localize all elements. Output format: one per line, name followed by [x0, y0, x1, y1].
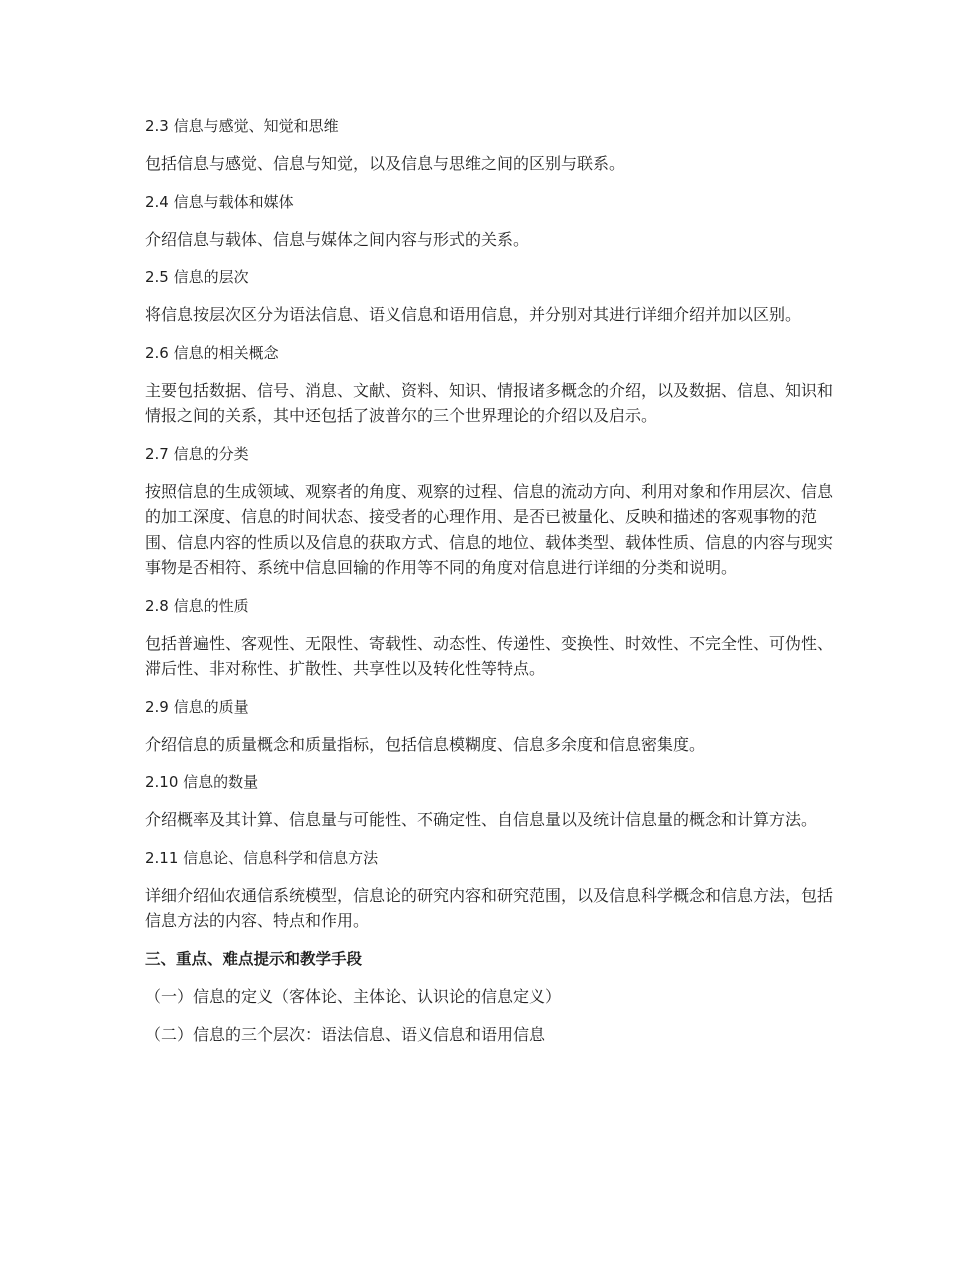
- block-2-7: [145, 441, 840, 581]
- subsection-heading: 2.6 信息的相关概念: [145, 343, 279, 362]
- page-content: [145, 113, 840, 1060]
- subsection-paragraph: 介绍信息与载体、信息与媒体之间内容与形式的关系。: [145, 229, 530, 249]
- subsection-heading: 2.10 信息的数量: [145, 773, 259, 791]
- block-2-4: [145, 189, 840, 253]
- subsection-heading: 2.7 信息的分类: [145, 444, 249, 463]
- subsection-paragraph: 将信息按层次区分为语法信息、语义信息和语用信息，并分别对其进行详细介绍并加以区别。: [145, 305, 802, 324]
- subsection-paragraph: 介绍概率及其计算、信息量与可能性、不确定性、自信息量以及统计信息量的概念和计算方法。: [145, 810, 818, 829]
- block-2-3: [145, 113, 840, 177]
- subsection-heading: 2.8 信息的性质: [145, 596, 249, 615]
- block-2-8: [145, 593, 840, 682]
- subsection-paragraph: 详细介绍仙农通信系统模型，信息论的研究内容和研究范围，以及信息科学概念和信息方法，包括信息方法的内容、特点和作用。: [145, 885, 834, 930]
- subsection-heading: 2.5 信息的层次: [145, 268, 249, 286]
- block-2-10: [145, 769, 840, 833]
- section-title: 三、重点、难点提示和教学手段: [145, 949, 363, 968]
- subsection-paragraph: 包括信息与感觉、信息与知觉，以及信息与思维之间的区别与联系。: [145, 154, 626, 173]
- subsection-paragraph: 主要包括数据、信号、消息、文献、资料、知识、情报诸多概念的介绍，以及数据、信息、知识和情报之间的关系，其中还包括了波普尔的三个世界理论的介绍以及启示。: [145, 380, 834, 425]
- subsection-heading: 2.9 信息的质量: [145, 697, 249, 716]
- key-point-item: （一）信息的定义（客体论、主体论、认识论的信息定义）: [145, 986, 562, 1006]
- subsection-heading: 2.11 信息论、信息科学和信息方法: [145, 848, 379, 867]
- block-2-9: [145, 694, 840, 758]
- block-2-6: [145, 340, 840, 429]
- key-point-item: （二）信息的三个层次：语法信息、语义信息和语用信息: [145, 1024, 546, 1044]
- subsection-paragraph: 包括普遍性、客观性、无限性、寄载性、动态性、传递性、变换性、时效性、不完全性、可伪性、滞后性、非对称性、扩散性、共享性以及转化性等特点。: [145, 633, 834, 678]
- subsection-paragraph: 介绍信息的质量概念和质量指标，包括信息模糊度、信息多余度和信息密集度。: [145, 734, 706, 754]
- block-2-5: [145, 264, 840, 328]
- subsection-heading: 2.4 信息与载体和媒体: [145, 192, 294, 211]
- subsection-heading: 2.3 信息与感觉、知觉和思维: [145, 117, 339, 135]
- block-2-11: [145, 845, 840, 934]
- subsection-paragraph: 按照信息的生成领域、观察者的角度、观察的过程、信息的流动方向、利用对象和作用层次、信息的加工深度、信息的时间状态、接受者的心理作用、是否已被量化、反映和描述的客观事物的范围、信息内容的性质以及信息的获取方式、信息的地位、载体类型、载体性质、信息的内容与现实事物是否相符、系统中信息回输的作用等不同的角度对信息进行详细的分类和说明。: [145, 481, 834, 577]
